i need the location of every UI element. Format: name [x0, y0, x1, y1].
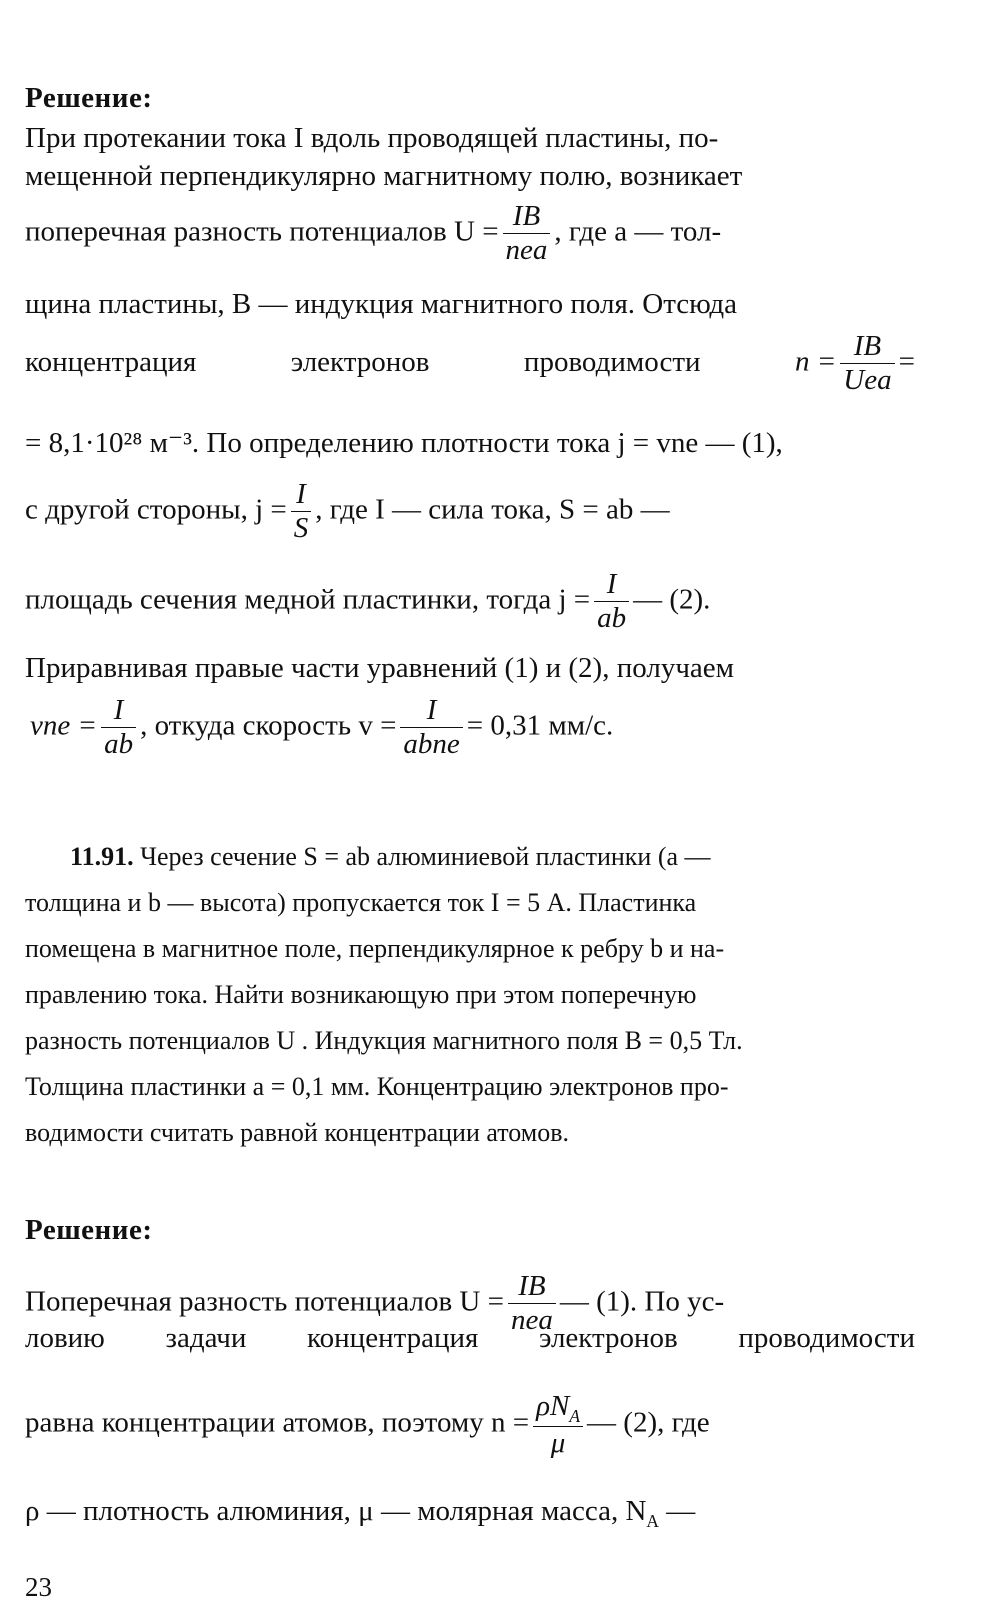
word: электронов: [539, 1322, 678, 1354]
text-span: Через сечение S = ab алюминиевой пластинки (a —: [140, 842, 711, 871]
text-span: , где I — сила тока, S = ab —: [315, 493, 670, 526]
numerator: IB: [503, 200, 551, 234]
denominator: Uea: [843, 364, 892, 397]
text-line: Приравнивая правые части уравнений (1) и (2), получаем: [25, 652, 734, 684]
solution-heading: Решение:: [25, 1214, 153, 1246]
text-span: — (2).: [633, 583, 711, 616]
text-line: [25, 1322, 915, 1355]
fraction: [400, 694, 462, 762]
numerator: I: [101, 694, 136, 728]
formula-line: [25, 1390, 915, 1460]
fraction: [840, 330, 894, 398]
fraction: [101, 694, 136, 762]
denominator: nea: [505, 234, 548, 267]
text-span: n =: [794, 345, 837, 378]
text-line: разность потенциалов U . Индукция магнитного поля B = 0,5 Тл.: [25, 1026, 743, 1055]
numerator: I: [400, 694, 462, 728]
text-line: При протекании тока I вдоль проводящей пластины, по-: [25, 122, 719, 154]
text-line: правлению тока. Найти возникающую при этом поперечную: [25, 980, 697, 1009]
text-line: помещена в магнитное поле, перпендикулярное к ребру b и на-: [25, 934, 725, 963]
subscript: A: [569, 1405, 581, 1426]
formula-line: [25, 330, 915, 398]
numerator: IB: [840, 330, 894, 364]
text-line: [25, 1495, 915, 1532]
numerator: IB: [508, 1270, 556, 1304]
text-span: — (2), где: [587, 1406, 710, 1439]
fraction: [533, 1390, 583, 1460]
text-line: = 8,1·10²⁸ м⁻³. По определению плотности тока j = vne — (1),: [25, 427, 783, 459]
numerator: I: [291, 478, 312, 512]
numerator-text: ρN: [536, 1390, 570, 1422]
text-span: , откуда скорость v =: [140, 709, 397, 742]
solution-heading: Решение:: [25, 82, 153, 114]
page-number: 23: [25, 1572, 52, 1602]
denominator: abne: [403, 728, 460, 761]
denominator: nea: [510, 1304, 553, 1337]
text-span: vne =: [30, 709, 98, 742]
text-span: , где a — тол-: [554, 215, 722, 248]
fraction: [291, 478, 312, 546]
problem-first-line: [70, 842, 915, 872]
text-span: с другой стороны, j =: [25, 493, 287, 526]
fraction: [594, 568, 629, 636]
text-span: =: [898, 345, 915, 378]
text-span: Поперечная разность потенциалов U =: [25, 1285, 504, 1318]
text-line: толщина и b — высота) пропускается ток I = 5 А. Пластинка: [25, 888, 697, 917]
text-span: ρ — плотность алюминия, μ — молярная масса, N: [25, 1495, 647, 1527]
text-line: Толщина пластинки a = 0,1 мм. Концентрацию электронов про-: [25, 1072, 729, 1101]
denominator: μ: [550, 1426, 566, 1459]
text-line: мещенной перпендикулярно магнитному полю, возникает: [25, 160, 743, 192]
word: ловию: [25, 1322, 105, 1354]
formula-line: [25, 478, 915, 546]
text-span: — (1). По ус-: [559, 1285, 725, 1318]
text-span: —: [658, 1495, 696, 1527]
numerator: [533, 1390, 583, 1427]
text-span: площадь сечения медной пластинки, тогда j =: [25, 583, 591, 616]
problem-number: 11.91.: [70, 842, 134, 871]
formula-line: [25, 568, 915, 636]
formula-line: [25, 200, 915, 268]
formula-line: [30, 694, 920, 762]
word: концентрация: [307, 1322, 479, 1354]
text-line: щина пластины, B — индукция магнитного поля. Отсюда: [25, 288, 737, 320]
word: проводимости: [738, 1322, 915, 1354]
word: проводимости: [523, 345, 701, 378]
subscript: A: [646, 1510, 659, 1531]
word: электронов: [290, 345, 430, 378]
denominator: ab: [597, 602, 627, 635]
numerator: I: [594, 568, 629, 602]
fraction: [503, 200, 551, 268]
text-span: = 0,31 мм/с.: [466, 709, 614, 742]
text-line: водимости считать равной концентрации атомов.: [25, 1118, 570, 1147]
word: задачи: [165, 1322, 247, 1354]
denominator: S: [293, 512, 309, 545]
denominator: ab: [104, 728, 134, 761]
word: концентрация: [25, 345, 197, 378]
text-span: равна концентрации атомов, поэтому n =: [25, 1406, 530, 1439]
text-span: поперечная разность потенциалов U =: [25, 215, 499, 248]
